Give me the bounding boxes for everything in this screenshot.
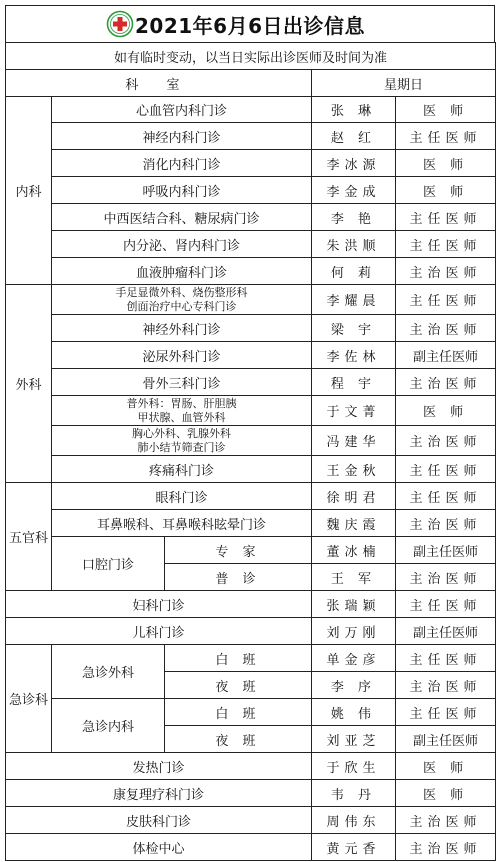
table-row	[6, 285, 496, 315]
table-row	[6, 315, 496, 342]
category-neike: 内科	[6, 97, 52, 285]
doctor-cell: 魏庆霞	[312, 510, 396, 537]
table-row	[6, 177, 496, 204]
doctor-cell: 张 琳	[312, 97, 396, 123]
table-row	[6, 456, 496, 483]
dept-cell: 眼科门诊	[52, 483, 312, 510]
dept-cell: 皮肤科门诊	[6, 807, 312, 834]
table-row	[6, 591, 496, 618]
dept-cell: 急诊内科	[52, 699, 165, 753]
schedule-table	[5, 42, 496, 861]
dept-cell-two-line	[52, 426, 312, 456]
title-cell: 医 师	[396, 177, 496, 204]
doctor-cell: 李 序	[312, 672, 396, 699]
table-row	[6, 510, 496, 537]
table-row	[6, 483, 496, 510]
table-row	[6, 426, 496, 456]
dept-cell: 急诊外科	[52, 645, 165, 699]
category-wuguan: 五官科	[6, 483, 52, 591]
doctor-cell: 朱洪顺	[312, 231, 396, 258]
table-row	[6, 369, 496, 396]
dept-cell: 神经内科门诊	[52, 123, 312, 150]
table-row	[6, 258, 496, 285]
title-cell: 主治医师	[396, 258, 496, 285]
doctor-cell: 张瑞颖	[312, 591, 396, 618]
title-cell: 医 师	[396, 780, 496, 807]
doctor-cell: 冯建华	[312, 426, 396, 456]
doctor-cell: 姚 伟	[312, 699, 396, 726]
header-row	[6, 70, 496, 97]
title-cell: 主治医师	[396, 426, 496, 456]
category-waike: 外科	[6, 285, 52, 483]
doctor-cell: 周伟东	[312, 807, 396, 834]
dept-cell: 神经外科门诊	[52, 315, 312, 342]
sub-cell: 专 家	[165, 537, 312, 564]
table-row	[6, 645, 496, 672]
title-cell: 副主任医师	[396, 342, 496, 369]
title-cell: 副主任医师	[396, 618, 496, 645]
doctor-cell: 韦 丹	[312, 780, 396, 807]
doctor-cell: 王 军	[312, 564, 396, 591]
dept-cell: 消化内科门诊	[52, 150, 312, 177]
category-jizhen: 急诊科	[6, 645, 52, 753]
notice-row	[6, 43, 496, 70]
doctor-cell: 李金成	[312, 177, 396, 204]
table-row	[6, 396, 496, 426]
doctor-cell: 董冰楠	[312, 537, 396, 564]
dept-cell: 口腔门诊	[52, 537, 165, 591]
dept-cell: 妇科门诊	[6, 591, 312, 618]
title-cell: 主治医师	[396, 564, 496, 591]
doctor-cell: 李 艳	[312, 204, 396, 231]
dept-line: 手足显微外科、烧伤整形科	[115, 285, 248, 299]
doctor-cell: 于文菁	[312, 396, 396, 426]
doctor-cell: 李冰源	[312, 150, 396, 177]
doctor-cell: 赵 红	[312, 123, 396, 150]
title-cell: 主治医师	[396, 834, 496, 861]
title-cell: 副主任医师	[396, 537, 496, 564]
hospital-cross-logo	[106, 10, 134, 38]
dept-line: 甲状腺、血管外科	[137, 410, 226, 424]
dept-cell: 呼吸内科门诊	[52, 177, 312, 204]
dept-cell: 泌尿外科门诊	[52, 342, 312, 369]
title-cell: 主治医师	[396, 672, 496, 699]
dept-cell-two-line	[52, 285, 312, 315]
table-row	[6, 150, 496, 177]
dept-line: 肺小结节筛查门诊	[137, 440, 226, 454]
table-row	[6, 780, 496, 807]
dept-cell: 发热门诊	[6, 753, 312, 780]
table-row	[6, 834, 496, 861]
table-row	[6, 123, 496, 150]
doctor-cell: 于欣生	[312, 753, 396, 780]
title-cell: 主任医师	[396, 123, 496, 150]
dept-cell: 心血管内科门诊	[52, 97, 312, 123]
dept-cell: 体检中心	[6, 834, 312, 861]
title-cell: 主治医师	[396, 315, 496, 342]
table-row	[6, 342, 496, 369]
title-cell: 主任医师	[396, 204, 496, 231]
doctor-cell: 黄元香	[312, 834, 396, 861]
dept-cell: 疼痛科门诊	[52, 456, 312, 483]
doctor-cell: 刘亚芝	[312, 726, 396, 753]
title-cell: 主任医师	[396, 591, 496, 618]
header-day: 星期日	[312, 70, 496, 97]
doctor-cell: 刘万刚	[312, 618, 396, 645]
dept-line: 胸心外科、乳腺外科	[132, 426, 231, 440]
title-cell: 主任医师	[396, 645, 496, 672]
dept-cell: 康复理疗科门诊	[6, 780, 312, 807]
title-cell: 主治医师	[396, 807, 496, 834]
title-cell: 医 师	[396, 97, 496, 123]
doctor-cell: 何 莉	[312, 258, 396, 285]
dept-cell: 儿科门诊	[6, 618, 312, 645]
table-row	[6, 807, 496, 834]
header-dept: 科 室	[6, 70, 312, 97]
doctor-cell: 李耀晨	[312, 285, 396, 315]
title-cell: 主治医师	[396, 369, 496, 396]
title-bar	[5, 5, 495, 42]
table-row	[6, 699, 496, 726]
sub-cell: 普 诊	[165, 564, 312, 591]
dept-line: 普外科：胃肠、肝胆胰	[126, 396, 237, 410]
dept-cell: 骨外三科门诊	[52, 369, 312, 396]
sub-cell: 夜 班	[165, 672, 312, 699]
dept-cell: 内分泌、肾内科门诊	[52, 231, 312, 258]
table-row	[6, 618, 496, 645]
table-row	[6, 231, 496, 258]
dept-line: 创面治疗中心专科门诊	[126, 299, 237, 313]
doctor-cell: 徐明君	[312, 483, 396, 510]
table-row	[6, 204, 496, 231]
title-cell: 主任医师	[396, 285, 496, 315]
title-cell: 主任医师	[396, 483, 496, 510]
sub-cell: 夜 班	[165, 726, 312, 753]
dept-cell-two-line	[52, 396, 312, 426]
page-title: 2021年6月6日出诊信息	[135, 13, 365, 38]
doctor-cell: 李佐林	[312, 342, 396, 369]
dept-cell: 血液肿瘤科门诊	[52, 258, 312, 285]
doctor-cell: 程 宇	[312, 369, 396, 396]
title-cell: 医 师	[396, 150, 496, 177]
sub-cell: 白 班	[165, 699, 312, 726]
sub-cell: 白 班	[165, 645, 312, 672]
title-cell: 医 师	[396, 396, 496, 426]
title-cell: 医 师	[396, 753, 496, 780]
table-row	[6, 537, 496, 564]
title-cell: 主任医师	[396, 231, 496, 258]
doctor-cell: 梁 宇	[312, 315, 396, 342]
title-cell: 副主任医师	[396, 726, 496, 753]
doctor-cell: 王金秋	[312, 456, 396, 483]
title-cell: 主任医师	[396, 699, 496, 726]
title-cell: 主治医师	[396, 510, 496, 537]
table-row	[6, 753, 496, 780]
notice-text: 如有临时变动，以当日实际出诊医师及时间为准	[6, 43, 496, 70]
dept-cell: 中西医结合科、糖尿病门诊	[52, 204, 312, 231]
doctor-cell: 单金彦	[312, 645, 396, 672]
table-row	[6, 97, 496, 123]
dept-cell: 耳鼻喉科、耳鼻喉科眩晕门诊	[52, 510, 312, 537]
title-cell: 主任医师	[396, 456, 496, 483]
